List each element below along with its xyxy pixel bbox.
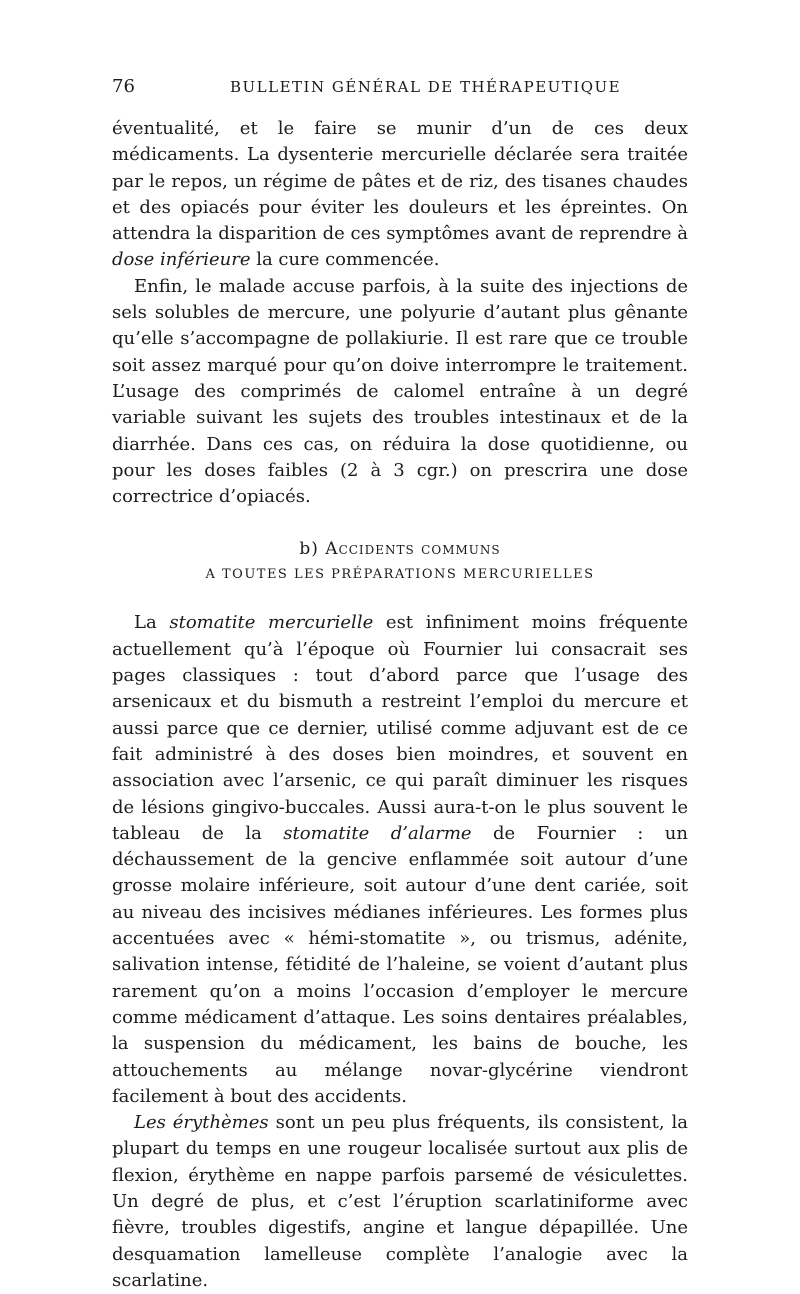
section-subtitle: A TOUTES LES PRÉPARATIONS MERCURIELLES [205,567,595,583]
paragraph-dysenterie [112,116,688,274]
body-text [112,116,688,1294]
paragraph-text: Enfin, le malade accuse parfois, à la suite des injections de sels solubles de mercure, une polyurie d’autant plus gênante qu’elle s’accompagne de pollakiurie. Il est rare que ce trouble soit assez marqué pour qu’on doive interrompre le traitement. L’usage des comprimés de calomel entraîne à un degré variable suivant les sujets des troubles intestinaux et de la diarrhée. Dans ces cas, on réduira la dose quotidienne, ou pour les doses faibles (2 à 3 cgr.) on prescrira une dose correctrice d’opiacés. [112,275,688,508]
paragraph-polyurie [112,274,688,511]
italic-phrase: stomatite mercurielle [169,612,374,634]
page-number: 76 [112,76,135,97]
section-title: Accidents communs [325,539,501,560]
section-heading [112,536,688,588]
italic-phrase: Les érythèmes [134,1112,269,1134]
italic-phrase: stomatite d’alarme [283,822,472,844]
running-title: BULLETIN GÉNÉRAL DE THÉRAPEUTIQUE [230,78,622,96]
paragraph-text: sont un peu plus fréquents, ils consistent, la plupart du temps en une rougeur localisée surtout aux plis de flexion, érythème en nappe parfois parsemé de vésiculettes. Un degré de plus, et c’est l’éruption scarlatiniforme avec fièvre, troubles digestifs, angine et langue dépapillée. Une desquamation lamelleuse complète l’analogie avec la scarlatine. [112,1112,689,1291]
paragraph-stomatite [112,610,688,1110]
paragraph-erythemes [112,1110,688,1294]
paragraph-text: La [134,612,170,634]
paragraph-text: la cure commencée. [250,249,440,271]
paragraph-text: éventualité, et le faire se munir d’un de ces deux médicaments. La dysenterie mercurielle déclarée sera traitée par le repos, un régime de pâtes et de riz, des tisanes chaudes et des opiacés pour éviter les douleurs et les épreintes. On attendra la disparition de ces symptômes avant de reprendre à [112,118,688,245]
paragraph-text: de Fournier : un déchaussement de la gencive enflammée soit autour d’une grosse molaire inférieure, soit autour d’une dent cariée, soit au niveau des incisives médianes inférieures. Les formes plus accentuées avec « hémi-stomatite », ou trismus, adénite, salivation intense, fétidité de l’haleine, se voient d’autant plus rarement qu’on a moins l’occasion d’employer le mercure comme médicament d’attaque. Les soins dentaires préalables, la suspension du médicament, les bains de bouche, les attouchements au mélange novar-glycérine viendront facilement à bout des accidents. [112,822,688,1107]
paragraph-text: est infiniment moins fréquente actuellement qu’à l’époque où Fournier lui consacrait ses pages classiques : tout d’abord parce que l’usage des arsenicaux et du bismuth a restreint l’emploi du mercure et aussi parce que ce dernier, utilisé comme adjuvant est de ce fait administré à des doses bien moindres, et souvent en association avec l’arsenic, ce qui paraît diminuer les risques de lésions gingivo-buccales. Aussi aura-t-on le plus souvent le tableau de la [112,612,689,844]
italic-phrase: dose inférieure [112,249,251,271]
section-letter: b) [299,539,326,560]
section-heading-line1 [112,536,688,562]
